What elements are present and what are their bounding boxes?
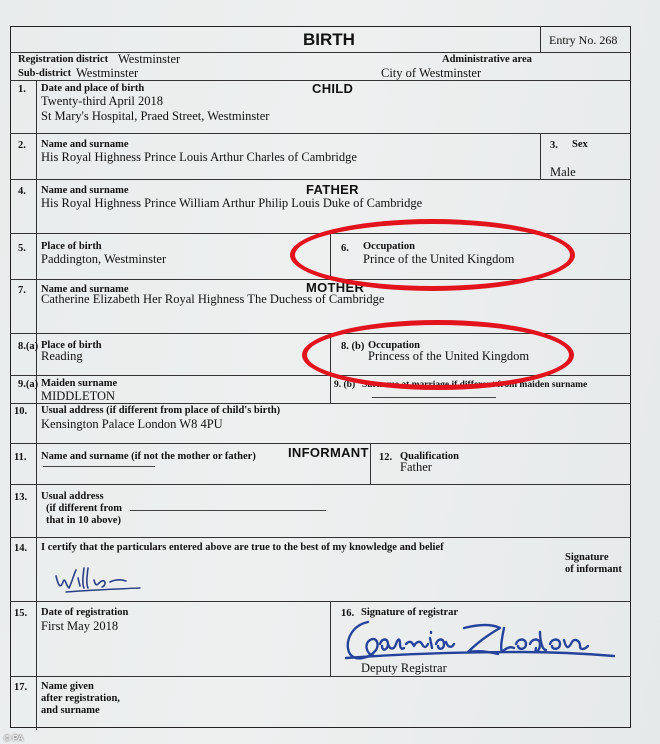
field-3-number: 3. (550, 140, 558, 151)
photo-credit: © PA (4, 733, 24, 743)
field-15-number: 15. (14, 608, 28, 619)
field-10-number: 10. (14, 406, 28, 417)
mother-occupation-value: Princess of the United Kingdom (368, 349, 530, 363)
date-place-of-birth-label: Date and place of birth (41, 83, 145, 94)
divider (10, 403, 631, 404)
signature-informant-label-2: of informant (565, 564, 622, 575)
field-13-number: 13. (14, 492, 28, 503)
certificate-title: BIRTH (303, 30, 355, 49)
maiden-surname-label: Maiden surname (41, 378, 118, 389)
informant-address-label-2: (if different from (46, 503, 123, 514)
divider (540, 26, 541, 52)
field-2-number: 2. (18, 140, 26, 151)
field-5-number: 5. (18, 243, 26, 254)
field-8a-number: 8.(a) (18, 341, 39, 352)
child-name-label: Name and surname (41, 139, 129, 150)
occupation-mother-highlight (302, 320, 574, 390)
date-of-registration-label: Date of registration (41, 607, 129, 618)
usual-address-label: Usual address (if different from place of child's birth) (41, 405, 281, 416)
field-8b-number: 8. (b) (341, 341, 365, 352)
surname-at-marriage-label: Surname at marriage if different from maiden surname (362, 380, 588, 390)
registration-district-value: Westminster (118, 52, 181, 66)
qualification-value: Father (400, 460, 432, 474)
divider (10, 133, 631, 134)
divider (10, 484, 631, 485)
usual-address-value: Kensington Palace London W8 4PU (41, 417, 223, 431)
informant-address-label: Usual address (41, 491, 104, 502)
place-of-birth-value: St Mary's Hospital, Praed Street, Westminster (41, 109, 270, 123)
father-occupation-value: Prince of the United Kingdom (363, 252, 515, 266)
divider (10, 676, 631, 677)
signature-informant-label: Signature (565, 552, 609, 563)
field-11-number: 11. (14, 452, 27, 463)
informant-address-label-3: that in 10 above) (46, 515, 121, 526)
informant-name-label: Name and surname (if not the mother or father) (41, 451, 256, 462)
field-12-number: 12. (379, 452, 393, 463)
name-given-label-2: after registration, (41, 693, 120, 704)
informant-address-line (130, 510, 326, 511)
entry-number: Entry No. 268 (549, 33, 618, 47)
divider (10, 537, 631, 538)
divider (330, 375, 331, 403)
qualification-label: Qualification (400, 451, 459, 462)
field-1-number: 1. (18, 84, 26, 95)
divider (10, 443, 631, 444)
mother-birthplace-label: Place of birth (41, 340, 102, 351)
maiden-surname-value: MIDDLETON (41, 389, 116, 403)
divider (330, 601, 331, 676)
certification-statement: I certify that the particulars entered above are true to the best of my knowledge and belief (41, 542, 444, 553)
divider (370, 443, 371, 484)
mother-name-value: Catherine Elizabeth Her Royal Highness The Duchess of Cambridge (41, 292, 385, 306)
field-6-number: 6. (341, 243, 349, 254)
father-name-value: His Royal Highness Prince William Arthur Philip Louis Duke of Cambridge (41, 196, 423, 210)
field-17-number: 17. (14, 682, 28, 693)
father-birthplace-label: Place of birth (41, 241, 102, 252)
sub-district-label: Sub-district (18, 68, 72, 79)
occupation-father-highlight (290, 219, 575, 291)
name-given-label: Name given (41, 681, 94, 692)
father-heading: FATHER (306, 182, 359, 197)
informant-name-line (43, 466, 155, 467)
field-9b-number: 9. (b) (334, 380, 356, 390)
informant-heading: INFORMANT (288, 445, 369, 460)
number-column-line (36, 80, 37, 730)
surname-at-marriage-line (372, 397, 496, 398)
field-4-number: 4. (18, 186, 26, 197)
father-occupation-label: Occupation (363, 241, 415, 252)
administrative-area-value: City of Westminster (381, 66, 482, 80)
divider (10, 179, 631, 180)
divider (10, 601, 631, 602)
mother-name-label: Name and surname (41, 284, 129, 295)
name-given-label-3: and surname (41, 705, 100, 716)
sex-label: Sex (572, 139, 588, 150)
sub-district-value: Westminster (76, 66, 139, 80)
field-14-number: 14. (14, 543, 28, 554)
date-of-birth-value: Twenty-third April 2018 (41, 94, 164, 108)
sex-value: Male (550, 165, 576, 179)
father-name-label: Name and surname (41, 185, 129, 196)
mother-heading: MOTHER (306, 280, 365, 295)
child-heading: CHILD (312, 81, 354, 96)
administrative-area-label: Administrative area (442, 54, 532, 65)
date-of-registration-value: First May 2018 (41, 619, 119, 633)
divider (10, 52, 631, 53)
field-9a-number: 9.(a) (18, 379, 39, 390)
deputy-registrar-label: Deputy Registrar (361, 661, 447, 675)
registrar-signature-label: Signature of registrar (361, 607, 459, 618)
father-birthplace-value: Paddington, Westminster (41, 252, 167, 266)
mother-occupation-label: Occupation (368, 340, 420, 351)
mother-birthplace-value: Reading (41, 349, 83, 363)
informant-signature (50, 562, 150, 596)
child-name-value: His Royal Highness Prince Louis Arthur Charles of Cambridge (41, 150, 357, 164)
field-7-number: 7. (18, 285, 26, 296)
field-16-number: 16. (341, 608, 355, 619)
divider (540, 133, 541, 179)
registration-district-label: Registration district (18, 54, 109, 65)
